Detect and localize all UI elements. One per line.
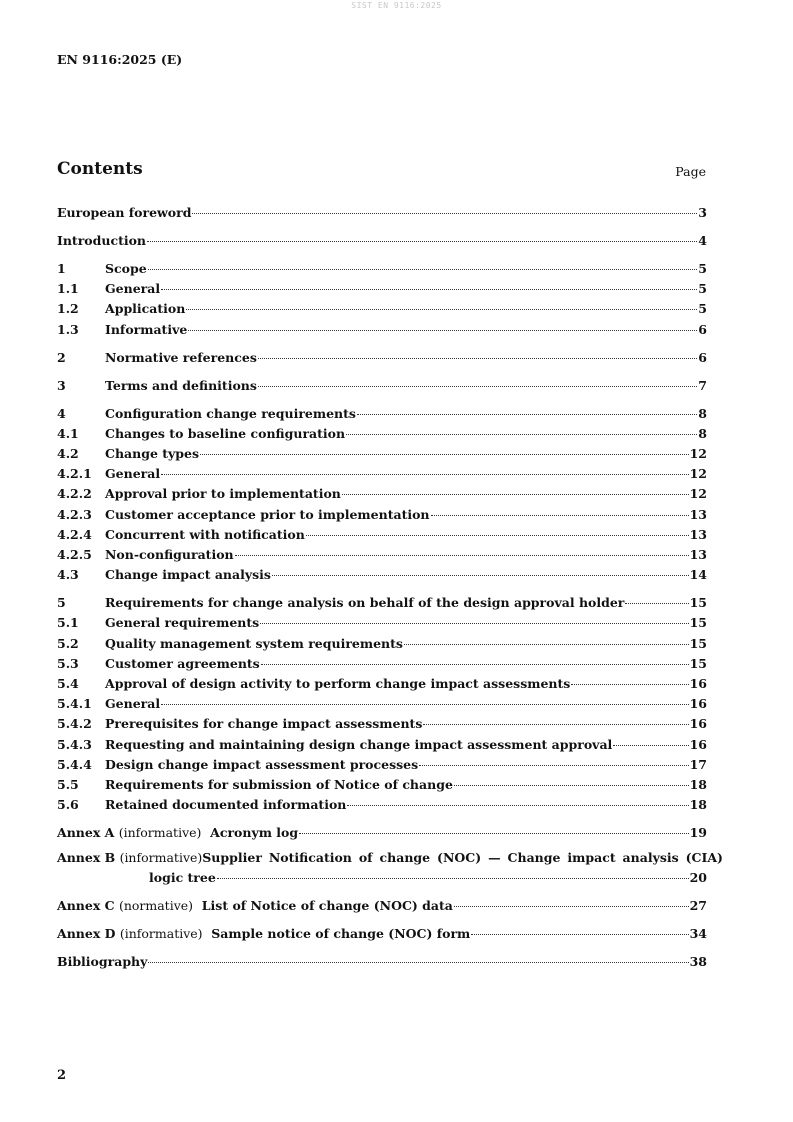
leader-dots (419, 750, 688, 766)
toc-section-number: 4.2.1 (57, 466, 92, 482)
toc-title: Prerequisites for change impact assessments (105, 716, 423, 732)
toc-title: Approval prior to implementation (105, 486, 341, 502)
toc-section-number: 4.2.2 (57, 486, 92, 502)
toc-section-number: 4.2 (57, 446, 79, 462)
toc-entry[interactable] (57, 318, 707, 338)
toc-section-number: 5.6 (57, 797, 79, 813)
toc-entry[interactable] (57, 346, 707, 366)
toc-title: Configuration change requirements (105, 405, 356, 421)
toc-section-number: 4.3 (57, 567, 79, 583)
toc-title: Approval of design activity to perform change impact assessments (105, 676, 571, 692)
toc-title: Introduction (57, 233, 147, 248)
annex-status: (informative) (119, 926, 203, 942)
toc-page-number: 15 (689, 655, 707, 671)
leader-dots (571, 669, 688, 685)
toc-page-number: 8 (698, 405, 707, 421)
annex-status: (informative) (118, 825, 202, 841)
toc-title: Informative (105, 321, 188, 337)
toc-page-number: 6 (698, 349, 707, 365)
toc-page-number: 27 (689, 898, 707, 914)
leader-dots (258, 343, 697, 359)
leader-dots (454, 891, 689, 907)
toc-title: Terms and definitions (105, 377, 257, 393)
toc-title: Customer acceptance prior to implementation (105, 506, 430, 522)
toc-section-number: 5 (57, 595, 66, 611)
toc-section-number: 4.2.3 (57, 506, 92, 522)
toc-page-number: 6 (698, 321, 707, 337)
toc-section-number: 5.4.2 (57, 716, 92, 732)
toc-annex-d[interactable] (57, 922, 707, 942)
toc-section-number: 5.5 (57, 777, 79, 793)
toc-title: Requirements for change analysis on behalf of the design approval holder (105, 595, 625, 611)
annex-label: Annex B (57, 850, 116, 866)
annex-label: Annex D (57, 926, 116, 942)
leader-dots (200, 439, 689, 455)
toc-title: Concurrent with notification (105, 526, 305, 542)
annex-b-line-2 (57, 866, 707, 886)
toc-annex-b[interactable] (57, 849, 723, 886)
leader-dots (342, 479, 689, 495)
annex-status: (informative) (119, 850, 203, 866)
leader-dots (161, 459, 688, 475)
toc-page-number: 38 (689, 954, 707, 970)
annex-label: Annex C (57, 898, 115, 914)
toc-section-number: 1 (57, 261, 66, 276)
toc-title: European foreword (57, 205, 192, 220)
toc-title: Bibliography (57, 954, 148, 970)
toc-page-number: 18 (689, 797, 707, 813)
toc-page-number: 15 (689, 635, 707, 651)
toc-title: Quality management system requirements (105, 635, 403, 651)
toc-section-number: 5.1 (57, 615, 79, 631)
toc-annex-a[interactable] (57, 821, 707, 841)
toc-section-number: 5.4.1 (57, 696, 92, 712)
leader-dots (346, 419, 697, 435)
leader-dots (186, 294, 697, 310)
leader-dots (625, 588, 688, 604)
toc-page-number: 15 (689, 595, 707, 611)
toc-page-number: 15 (689, 615, 707, 631)
toc-title: Design change impact assessment processes (105, 756, 419, 772)
toc-annex-c[interactable] (57, 894, 707, 914)
leader-dots (431, 500, 689, 516)
page-number: 2 (57, 1068, 67, 1083)
toc-title: Changes to baseline configuration (105, 425, 346, 441)
toc-section-number: 1.3 (57, 321, 79, 337)
toc-page-number: 16 (689, 716, 707, 732)
toc-section-number: 4.1 (57, 425, 79, 441)
toc-entry[interactable] (57, 374, 707, 394)
toc-title: General (105, 466, 161, 482)
toc-page-number: 5 (698, 301, 707, 317)
toc-section-number: 2 (57, 349, 66, 365)
toc-section-number: 5.2 (57, 635, 79, 651)
toc-entry[interactable] (57, 793, 707, 813)
toc-page-number: 5 (698, 261, 707, 276)
toc-bibliography[interactable] (57, 950, 707, 970)
toc-title: Scope (105, 261, 147, 276)
toc-page-number: 20 (689, 870, 707, 886)
toc-entry[interactable] (57, 201, 707, 221)
annex-title-line-1: Supplier Notification of change (NOC) — Change impact analysis (CIA) (202, 850, 723, 866)
toc-page-number: 12 (689, 466, 707, 482)
toc-title: Requesting and maintaining design change impact assessment approval (105, 736, 613, 752)
document-id: EN 9116:2025 (E) (57, 52, 183, 67)
toc-page-number: 19 (689, 825, 707, 841)
toc-title: Change impact analysis (105, 567, 271, 583)
toc-page-number: 16 (689, 696, 707, 712)
toc-page-number: 12 (689, 446, 707, 462)
toc-section-number: 1.1 (57, 281, 79, 297)
annex-title: Sample notice of change (NOC) form (211, 926, 471, 942)
toc-page-number: 3 (698, 205, 707, 220)
toc-title: General (105, 696, 161, 712)
toc-section-number: 4.2.5 (57, 547, 92, 563)
leader-dots (161, 274, 697, 290)
toc-entry[interactable] (57, 229, 707, 249)
leader-dots (235, 540, 689, 556)
toc-title: Normative references (105, 349, 257, 365)
leader-dots (272, 560, 689, 576)
leader-dots (217, 863, 689, 879)
leader-dots (260, 608, 688, 624)
toc-title: Application (105, 301, 186, 317)
watermark: SIST EN 9116:2025 (351, 1, 442, 10)
toc-page-number: 13 (689, 547, 707, 563)
annex-title: Acronym log (210, 825, 299, 841)
toc-page-number: 8 (698, 425, 707, 441)
leader-dots (423, 709, 688, 725)
toc-title: Non-configuration (105, 547, 234, 563)
leader-dots (306, 520, 689, 536)
toc-section-number: 5.4 (57, 676, 79, 692)
leader-dots (347, 790, 688, 806)
toc-page-number: 4 (698, 233, 707, 248)
toc-page-number: 7 (698, 377, 707, 393)
leader-dots (161, 689, 688, 705)
toc-title: Retained documented information (105, 797, 347, 813)
leader-dots (148, 947, 688, 963)
toc-page-number: 13 (689, 526, 707, 542)
leader-dots (192, 198, 697, 214)
toc-page-number: 17 (689, 756, 707, 772)
page-column-label: Page (675, 164, 706, 179)
toc-section-number: 5.4.4 (57, 756, 92, 772)
toc-title: Change types (105, 446, 200, 462)
leader-dots (147, 226, 697, 242)
toc-section-number: 1.2 (57, 301, 79, 317)
toc-page-number: 16 (689, 676, 707, 692)
leader-dots (261, 649, 689, 665)
toc-section-number: 4.2.4 (57, 526, 92, 542)
leader-dots (454, 770, 689, 786)
toc-page-number: 16 (689, 736, 707, 752)
leader-dots (357, 399, 697, 415)
toc-page-number: 12 (689, 486, 707, 502)
leader-dots (188, 315, 697, 331)
toc-title: General requirements (105, 615, 260, 631)
annex-title: List of Notice of change (NOC) data (201, 898, 453, 914)
toc-section-number: 5.4.3 (57, 736, 92, 752)
leader-dots (404, 629, 689, 645)
leader-dots (258, 371, 697, 387)
annex-title-line-2: logic tree (149, 870, 216, 886)
toc-section-number: 5.3 (57, 655, 79, 671)
toc-entry[interactable] (57, 563, 707, 583)
toc-page-number: 13 (689, 506, 707, 522)
page-title: Contents (57, 159, 143, 179)
leader-dots (148, 254, 698, 270)
table-of-contents (57, 201, 723, 971)
toc-section-number: 3 (57, 377, 66, 393)
toc-title: Customer agreements (105, 655, 260, 671)
leader-dots (299, 818, 688, 834)
toc-section-number: 4 (57, 405, 66, 421)
toc-page-number: 14 (689, 567, 707, 583)
toc-page-number: 5 (698, 281, 707, 297)
annex-status: (normative) (118, 898, 194, 914)
leader-dots (471, 919, 688, 935)
toc-page-number: 34 (689, 926, 707, 942)
annex-label: Annex A (57, 825, 115, 841)
leader-dots (613, 730, 688, 746)
toc-entries (57, 201, 707, 813)
toc-title: General (105, 281, 161, 297)
toc-title: Requirements for submission of Notice of change (105, 777, 453, 793)
toc-entry[interactable] (57, 712, 707, 732)
toc-page-number: 18 (689, 777, 707, 793)
